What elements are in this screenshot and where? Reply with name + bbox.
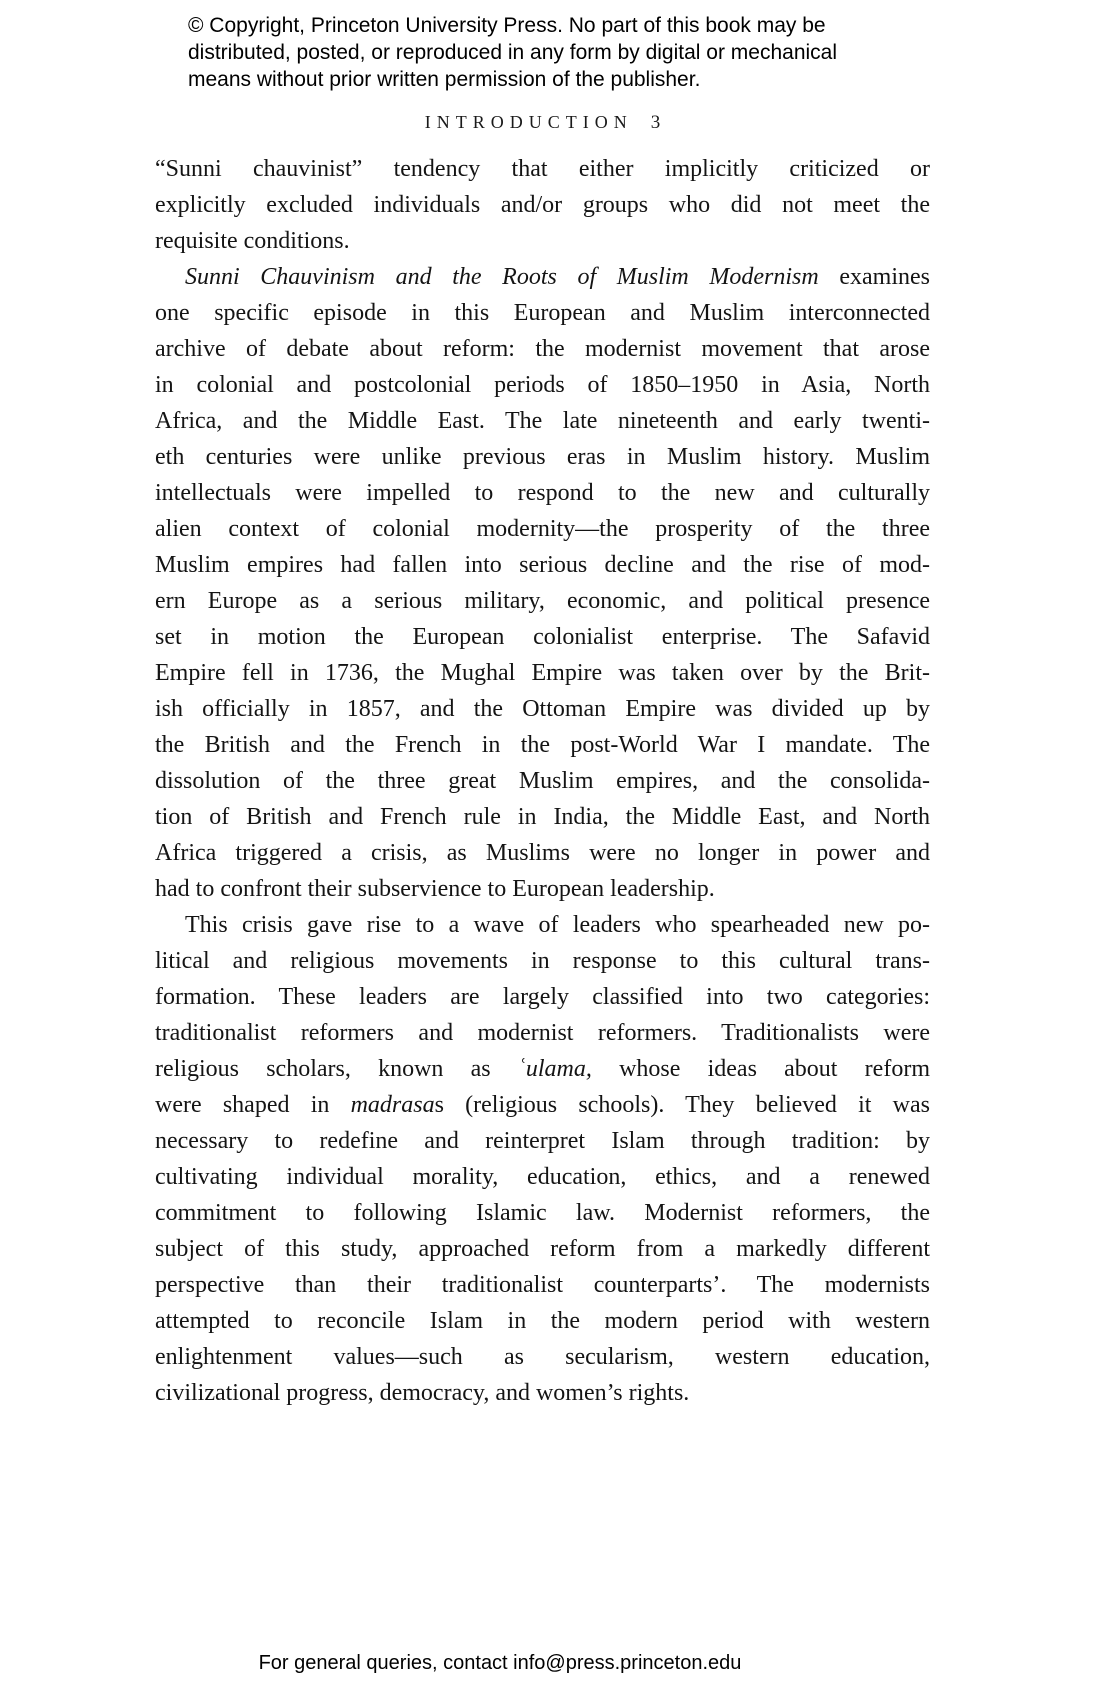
body-text	[155, 151, 930, 1411]
running-head-title: INTRODUCTION	[424, 112, 633, 132]
text-line: attempted to reconcile Islam in the modern period with western	[155, 1308, 930, 1334]
text-line: Empire fell in 1736, the Mughal Empire was taken over by the Brit-	[155, 660, 930, 686]
text-line: had to confront their subservience to European leadership.	[155, 876, 715, 902]
copyright-line: distributed, posted, or reproduced in any form by digital or mechanical	[188, 41, 838, 64]
text-line: formation. These leaders are largely classified into two categories:	[155, 984, 930, 1010]
copyright-line: means without prior written permission of the publisher.	[188, 68, 701, 91]
text-line: the British and the French in the post-World War I mandate. The	[155, 732, 930, 758]
text-line: commitment to following Islamic law. Modernist reformers, the	[155, 1200, 930, 1226]
text-line: set in motion the European colonialist enterprise. The Safavid	[155, 624, 930, 650]
text-line: explicitly excluded individuals and/or groups who did not meet the	[155, 192, 930, 218]
copyright-line: © Copyright, Princeton University Press. No part of this book may be	[188, 14, 826, 37]
paragraph	[155, 259, 930, 907]
text-line: cultivating individual morality, education, ethics, and a renewed	[155, 1164, 930, 1190]
text-line: intellectuals were impelled to respond to the new and culturally	[155, 480, 930, 506]
text-line: litical and religious movements in response to this cultural trans-	[155, 948, 930, 974]
text-line: Africa, and the Middle East. The late nineteenth and early twenti-	[155, 408, 930, 434]
page-number: 3	[650, 112, 661, 133]
text-line: in colonial and postcolonial periods of 1850–1950 in Asia, North	[155, 372, 930, 398]
text-line: This crisis gave rise to a wave of leaders who spearheaded new po-	[185, 912, 930, 938]
text-line: civilizational progress, democracy, and women’s rights.	[155, 1380, 690, 1406]
text-line: perspective than their traditionalist counterparts’. The modernists	[155, 1272, 930, 1298]
running-head	[155, 112, 930, 134]
text-line: eth centuries were unlike previous eras in Muslim history. Muslim	[155, 444, 930, 470]
paragraph	[155, 907, 930, 1411]
text-line: ern Europe as a serious military, economic, and political presence	[155, 588, 930, 614]
text-line: requisite conditions.	[155, 228, 350, 254]
text-line: enlightenment values—such as secularism, western education,	[155, 1344, 930, 1370]
text-line: religious scholars, known as ʿulama, whose ideas about reform	[155, 1056, 930, 1082]
text-line: were shaped in madrasas (religious schools). They believed it was	[155, 1092, 930, 1118]
text-line: “Sunni chauvinist” tendency that either implicitly criticized or	[155, 156, 930, 182]
footer-contact: For general queries, contact info@press.princeton.edu	[258, 1652, 742, 1674]
text-line: subject of this study, approached reform from a markedly different	[155, 1236, 930, 1262]
text-line: archive of debate about reform: the modernist movement that arose	[155, 336, 930, 362]
text-line: one specific episode in this European and Muslim interconnected	[155, 300, 930, 326]
text-line: Africa triggered a crisis, as Muslims were no longer in power and	[155, 840, 930, 866]
paragraph	[155, 151, 930, 259]
text-line: alien context of colonial modernity—the prosperity of the three	[155, 516, 930, 542]
text-line: Muslim empires had fallen into serious decline and the rise of mod-	[155, 552, 930, 578]
text-line: traditionalist reformers and modernist reformers. Traditionalists were	[155, 1020, 930, 1046]
text-line: necessary to redefine and reinterpret Islam through tradition: by	[155, 1128, 930, 1154]
text-line: ish officially in 1857, and the Ottoman Empire was divided up by	[155, 696, 930, 722]
text-line: Sunni Chauvinism and the Roots of Muslim Modernism examines	[185, 264, 930, 290]
copyright-notice	[188, 12, 837, 93]
text-line: dissolution of the three great Muslim empires, and the consolida-	[155, 768, 930, 794]
text-line: tion of British and French rule in India, the Middle East, and North	[155, 804, 930, 830]
